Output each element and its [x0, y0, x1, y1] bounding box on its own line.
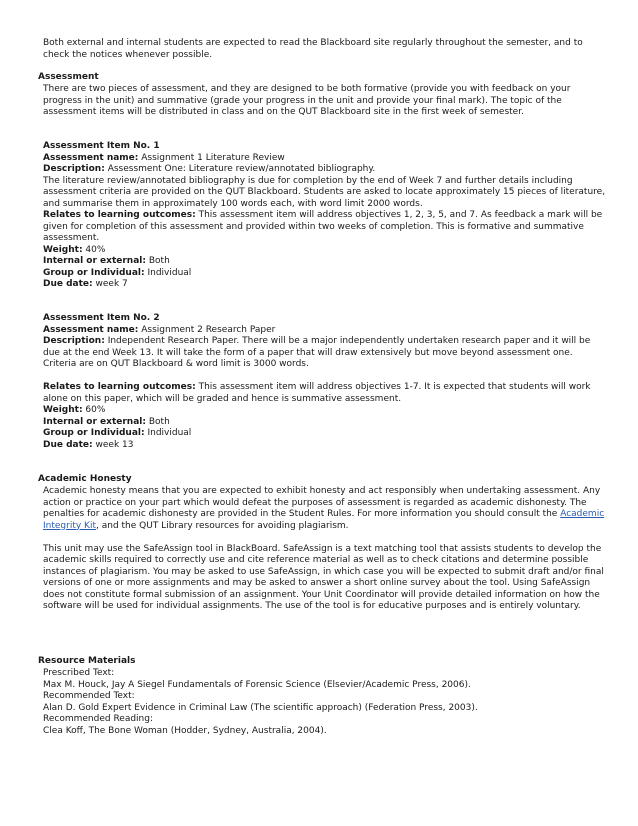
- item-weight: 60%: [85, 405, 106, 415]
- item-due-row: Due date: week 7: [43, 279, 128, 289]
- resource-line: Prescribed Text:: [43, 668, 115, 678]
- item-group: Individual: [147, 267, 192, 278]
- resources-heading: Resource Materials: [38, 656, 136, 666]
- item-title: Assessment Item No. 2: [43, 313, 160, 323]
- item-name-row: Assessment name: Assignment 1 Literature Review: [43, 152, 285, 163]
- honesty-heading: Academic Honesty: [38, 474, 132, 484]
- resource-line: Recommended Reading:: [43, 714, 154, 724]
- assessment-item-1: [43, 141, 608, 291]
- item-mode-row: Internal or external: Both: [43, 256, 170, 266]
- item-name-row: Assessment name: Assignment 2 Research Paper: [43, 324, 276, 335]
- assessment-intro: [43, 84, 608, 119]
- item-group-row: Group or Individual: Individual: [43, 267, 192, 278]
- item-outcomes-row: Relates to learning outcomes: This assessment item will address objectives 1, 2, 3, 5, and 7. As feedback a mark will be given for completion of this assessment and provided within two weeks of completion. This is formative and summative assessment.: [43, 210, 603, 243]
- item-description-row: Description: Independent Research Paper. There will be a major independently undertaken research paper and it will be due at the end Week 13. It will take the form of a paper that will draw extensively but move beyond assessment one. Criteria are on QUT Blackboard & word limit is 3000 words.: [43, 336, 591, 369]
- resource-line: Recommended Text:: [43, 691, 135, 701]
- academic-integrity-kit-link[interactable]: Academic Integrity Kit: [43, 509, 605, 531]
- honesty-paragraph-1: Academic honesty means that you are expected to exhibit honesty and act responsibly when undertaking assessment. Any action or practice on your part which would defeat the purposes of assessment is regarded as academic dishonesty. The penalties for academic dishonesty are provided in the Student Rules. For more information you should consult the Academic Integrity Kit, and the QUT Library resources for avoiding plagiarism.: [43, 486, 605, 531]
- item-due: week 13: [95, 439, 134, 450]
- resources-list: [43, 668, 608, 737]
- item-description-more: The literature review/annotated bibliography is due for completion by the end of Week 7 and further details including assessment criteria are provided on the QUT Blackboard. Students are asked to locate approximately 15 pieces of literature, and summarise them in approximately 100 words each, with word limit 2000 words.: [43, 175, 606, 209]
- item-mode: Both: [148, 416, 170, 427]
- item-weight-row: Weight: 40%: [43, 244, 106, 255]
- resource-line: Max M. Houck, Jay A Siegel Fundamentals of Forensic Science (Elsevier/Academic Press, 2006).: [43, 679, 471, 690]
- item-outcomes: This assessment item will address objectives 1-7. It is expected that students will work alone on this paper, which will be graded and hence is summative assessment.: [43, 382, 591, 404]
- intro-text: Both external and internal students are expected to read the Blackboard site regularly throughout the semester, and to check the notices whenever possible.: [43, 38, 583, 60]
- item-outcomes-row: Relates to learning outcomes: This assessment item will address objectives 1-7. It is expected that students will work alone on this paper, which will be graded and hence is summative assessment.: [43, 382, 591, 404]
- item-group: Individual: [147, 428, 192, 438]
- item-description: Assessment One: Literature review/annotated bibliography.: [107, 164, 376, 174]
- item-outcomes: This assessment item will address objectives 1, 2, 3, 5, and 7. As feedback a mark will be given for completion of this assessment and provided within two weeks of completion. This is formative and summative assessment.: [43, 210, 603, 243]
- resource-line: Alan D. Gold Expert Evidence in Criminal Law (The scientific approach) (Federation Press, 2003).: [43, 702, 478, 713]
- item-group-row: Group or Individual: Individual: [43, 428, 192, 438]
- intro-paragraph: [43, 38, 608, 61]
- item-description: Independent Research Paper. There will be a major independently undertaken research paper and it will be due at the end Week 13. It will take the form of a paper that will draw extensively but move beyond assessment one. Criteria are on QUT Blackboard & word limit is 3000 words.: [43, 336, 591, 369]
- item-mode-row: Internal or external: Both: [43, 416, 170, 427]
- item-due: week 7: [95, 279, 128, 289]
- item-due-row: Due date: week 13: [43, 439, 134, 450]
- item-name: Assignment 2 Research Paper: [141, 324, 276, 335]
- item-description-row: Description: Assessment One: Literature review/annotated bibliography.: [43, 164, 376, 174]
- item-weight: 40%: [85, 244, 106, 255]
- assessment-heading: Assessment: [38, 72, 99, 82]
- item-title: Assessment Item No. 1: [43, 141, 160, 151]
- item-weight-row: Weight: 60%: [43, 405, 106, 415]
- honesty-section: [43, 486, 608, 613]
- item-name: Assignment 1 Literature Review: [141, 152, 285, 163]
- assessment-item-2: [43, 313, 608, 451]
- assessment-intro-text: There are two pieces of assessment, and they are designed to be both formative (provide you with feedback on your progress in the unit) and summative (grade your progress in the unit and provide your final mark). The topic of the assessment items will be distributed in class and on the QUT Blackboard site in the first week of semester.: [43, 84, 571, 117]
- item-mode: Both: [148, 256, 170, 266]
- honesty-paragraph-2: This unit may use the SafeAssign tool in BlackBoard. SafeAssign is a text matching tool that assists students to develop the academic skills required to correctly use and cite reference material as well as to check citations and determine possible instances of plagiarism. You may be asked to use SafeAssign, in which case you will be expected to submit draft and/or final versions of one or more assignments and may be asked to answer a short online survey about the tool. Using SafeAssign does not constitute formal submission of an assignment. Your Unit Coordinator will provide detailed information on how the software will be used for individual assignments. The use of the tool is for educative purposes and is entirely voluntary.: [43, 543, 604, 611]
- resource-line: Clea Koff, The Bone Woman (Hodder, Sydney, Australia, 2004).: [43, 725, 327, 736]
